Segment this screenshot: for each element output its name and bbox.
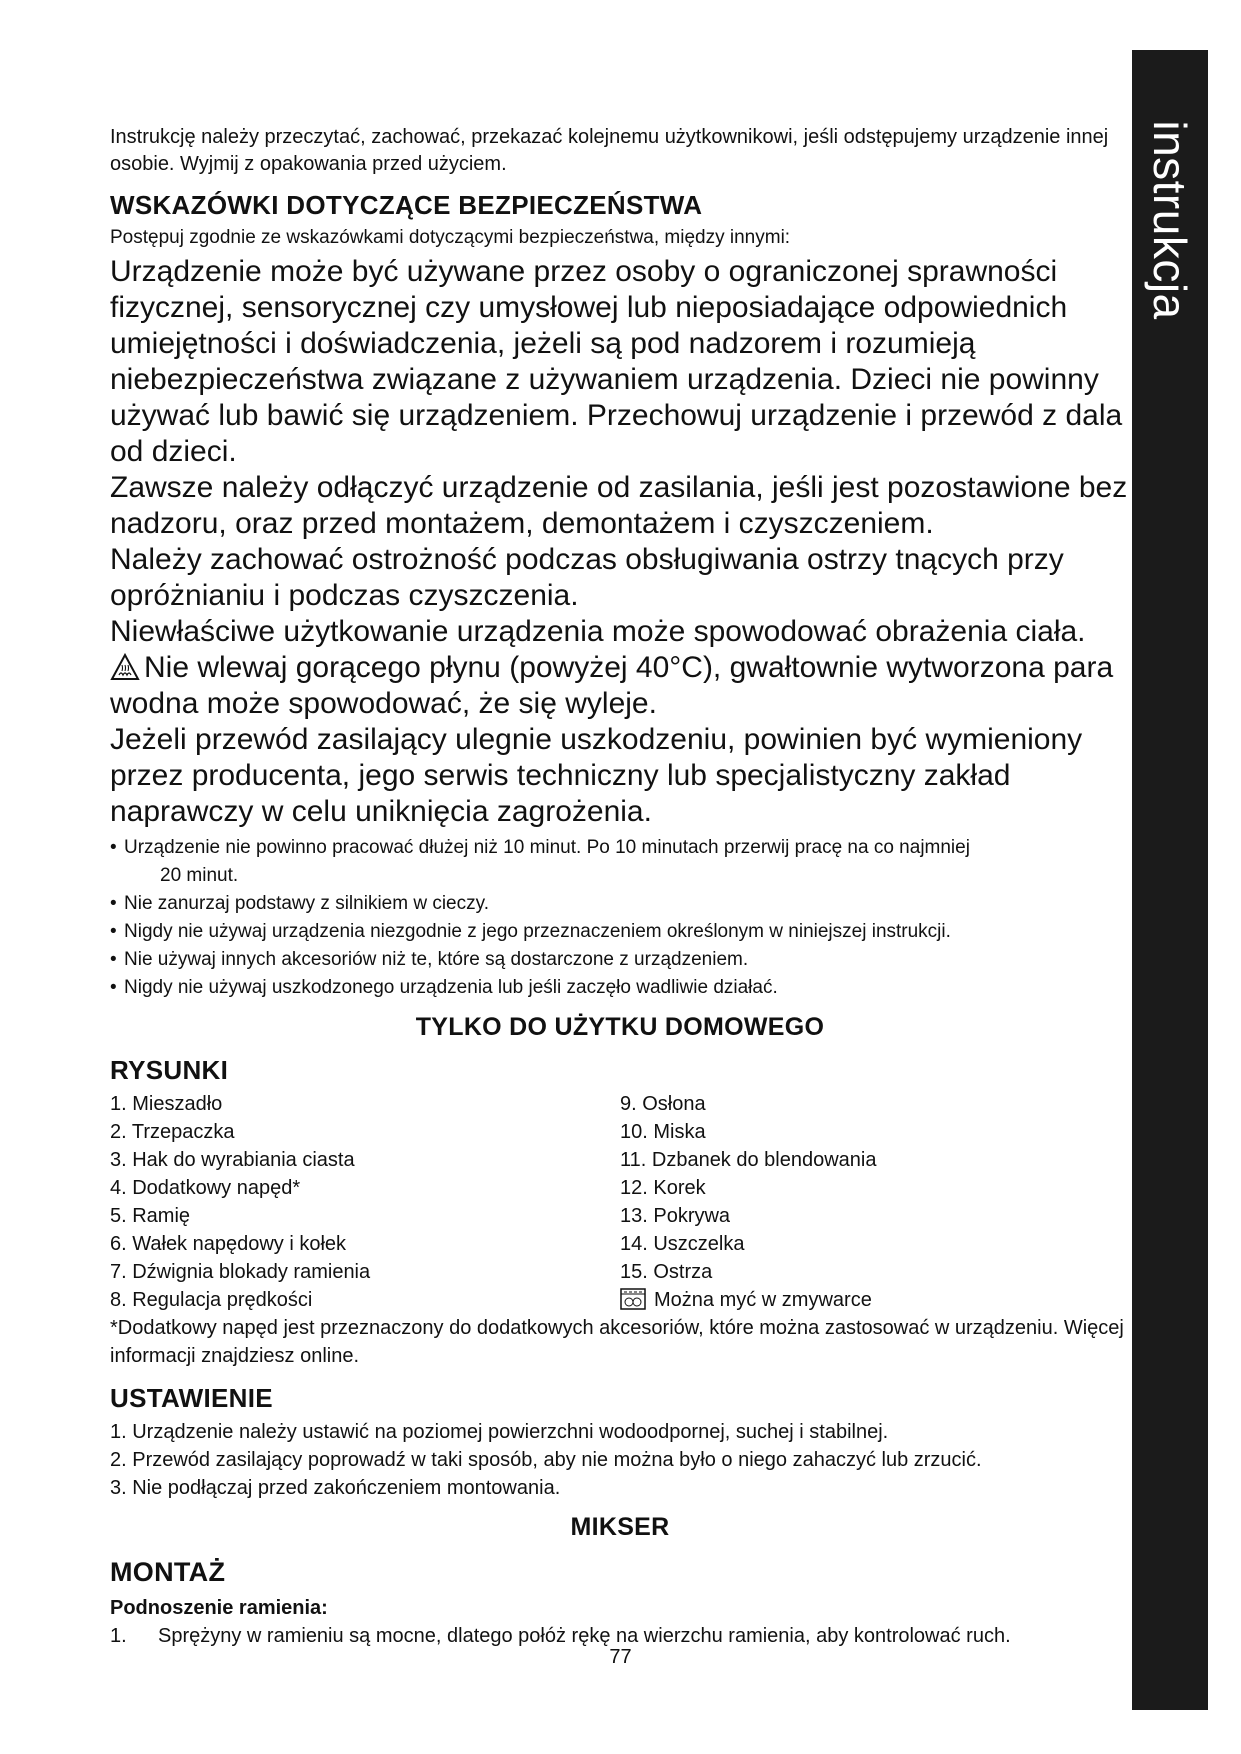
list-item: 7. Dźwignia blokady ramienia bbox=[110, 1261, 371, 1283]
list-item: 14. Uszczelka bbox=[620, 1233, 745, 1255]
hot-liquid-text: Nie wlewaj gorącego płynu (powyżej 40°C), gwałtownie wytworzona para wodna może spowodować, że się wyleje. bbox=[110, 651, 1114, 720]
setup-heading: USTAWIENIE bbox=[110, 1383, 273, 1413]
list-item: • Nigdy nie używaj urządzenia niezgodnie z jego przeznaczeniem określonym w niniejszej instrukcji. bbox=[110, 918, 1130, 946]
safety-subheading: Postępuj zgodnie ze wskazówkami dotyczącymi bezpieczeństwa, między innymi: bbox=[110, 227, 791, 248]
list-item bbox=[110, 834, 1130, 890]
list-item: 9. Osłona bbox=[620, 1093, 706, 1115]
safety-heading: WSKAZÓWKI DOTYCZĄCE BEZPIECZEŃSTWA bbox=[110, 190, 703, 220]
safety-paragraph-hot-liquid bbox=[110, 650, 1130, 722]
list-item: 6. Wałek napędowy i kołek bbox=[110, 1233, 347, 1255]
list-item: 2. Przewód zasilający poprowadź w taki sposób, aby nie można było o niego zahaczyć lub zrzucić. bbox=[110, 1449, 982, 1471]
list-item: 1. Urządzenie należy ustawić na poziomej powierzchni wodoodpornej, suchej i stabilnej. bbox=[110, 1421, 889, 1443]
safety-paragraph: Niewłaściwe użytkowanie urządzenia może spowodować obrażenia ciała. bbox=[110, 615, 1086, 648]
list-item: 11. Dzbanek do blendowania bbox=[620, 1149, 877, 1171]
safety-paragraph: Należy zachować ostrożność podczas obsługiwania ostrzy tnących przy opróżnianiu i podczas czyszczenia. bbox=[110, 543, 1064, 612]
list-item: • Nie zanurzaj podstawy z silnikiem w cieczy. bbox=[110, 890, 1130, 918]
page-number: 77 bbox=[609, 1646, 632, 1668]
parts-column-left bbox=[110, 1090, 620, 1314]
list-item: 10. Miska bbox=[620, 1121, 706, 1143]
bullet-continuation: 20 minut. bbox=[160, 865, 239, 886]
list-item: 5. Ramię bbox=[110, 1205, 191, 1227]
step-number: 1. bbox=[110, 1625, 127, 1647]
list-item: • Nigdy nie używaj uszkodzonego urządzenia lub jeśli zaczęło wadliwie działać. bbox=[110, 974, 1130, 1002]
intro-text: Instrukcję należy przeczytać, zachować, przekazać kolejnemu użytkownikowi, jeśli odstępujemy urządzenie innej osobie. Wyjmij z opakowania przed użyciem. bbox=[110, 126, 1109, 175]
bullet-text: Urządzenie nie powinno pracować dłużej niż 10 minut. Po 10 minutach przerwij pracę na co najmniej bbox=[124, 837, 970, 858]
warning-triangle-icon bbox=[110, 653, 140, 681]
side-tab-label: instrukcja bbox=[1144, 120, 1196, 320]
dishwasher-icon bbox=[620, 1288, 646, 1310]
setup-list bbox=[110, 1418, 1130, 1502]
safety-paragraph: Jeżeli przewód zasilający ulegnie uszkodzeniu, powinien być wymieniony przez producenta, jego serwis techniczny lub specjalistyczny zakład naprawczy w celu uniknięcia zagrożenia. bbox=[110, 723, 1083, 828]
mixer-heading: MIKSER bbox=[570, 1513, 670, 1541]
list-item: 3. Nie podłączaj przed zakończeniem montowania. bbox=[110, 1477, 561, 1499]
step-text: Sprężyny w ramieniu są mocne, dlatego połóż rękę na wierzchu ramienia, aby kontrolować ruch. bbox=[158, 1625, 1011, 1647]
dishwasher-row bbox=[620, 1286, 1130, 1314]
drawings-heading: RYSUNKI bbox=[110, 1055, 229, 1085]
assembly-subheading: Podnoszenie ramienia: bbox=[110, 1597, 328, 1619]
list-item: • Nie używaj innych akcesoriów niż te, które są dostarczone z urządzeniem. bbox=[110, 946, 1130, 974]
list-item: 1. Mieszadło bbox=[110, 1093, 223, 1115]
safety-paragraphs bbox=[110, 254, 1130, 830]
home-use-heading: TYLKO DO UŻYTKU DOMOWEGO bbox=[415, 1013, 825, 1041]
dishwasher-label: Można myć w zmywarce bbox=[654, 1289, 872, 1311]
safety-bullet-list bbox=[110, 834, 1130, 1002]
assembly-heading: MONTAŻ bbox=[110, 1557, 226, 1587]
list-item: 12. Korek bbox=[620, 1177, 706, 1199]
parts-list bbox=[110, 1090, 1130, 1314]
list-item: 8. Regulacja prędkości bbox=[110, 1289, 313, 1311]
page-content bbox=[110, 124, 1130, 1650]
list-item: 3. Hak do wyrabiania ciasta bbox=[110, 1149, 355, 1171]
safety-paragraph: Zawsze należy odłączyć urządzenie od zasilania, jeśli jest pozostawione bez nadzoru, oraz przed montażem, demontażem i czyszczeniem. bbox=[110, 471, 1128, 540]
list-item: 15. Ostrza bbox=[620, 1261, 713, 1283]
list-item: 13. Pokrywa bbox=[620, 1205, 731, 1227]
accessory-note: *Dodatkowy napęd jest przeznaczony do dodatkowych akcesoriów, które można zastosować w urządzeniu. Więcej informacji znajdziesz online. bbox=[110, 1317, 1124, 1367]
safety-paragraph: Urządzenie może być używane przez osoby o ograniczonej sprawności fizycznej, sensorycznej czy umysłowej lub nieposiadające odpowiednich umiejętności i doświadczenia, jeżeli są pod nadzorem i rozumieją niebezpieczeństwa związane z używaniem urządzenia. Dzieci nie powinny używać lub bawić się urządzeniem. Przechowuj urządzenie i przewód z dala od dzieci. bbox=[110, 255, 1123, 468]
list-item: 4. Dodatkowy napęd* bbox=[110, 1177, 301, 1199]
list-item: 2. Trzepaczka bbox=[110, 1121, 235, 1143]
parts-column-right bbox=[620, 1090, 1130, 1314]
